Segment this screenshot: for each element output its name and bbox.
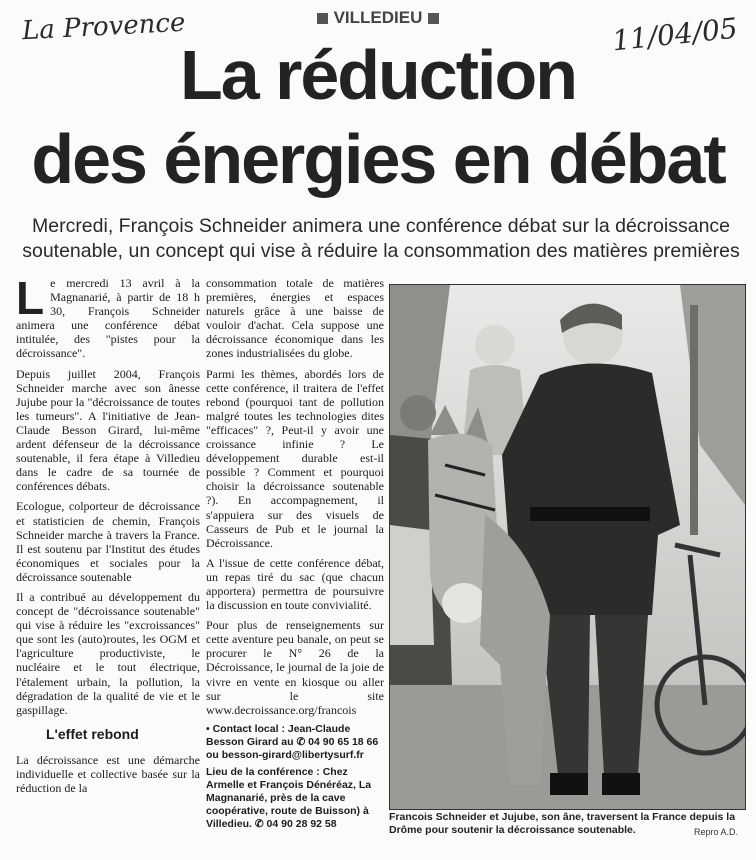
article-paragraph: Il a contribué au développement du concept de "décroissance soutenable" qui vise à réduire les "excroissances" que sont les (auto)routes, les OGM et l'agriculture productiviste, le nucléaire et le tout électrique, l'étalement urbain, la pollution, la dégradation de la qualité de vie et le gaspillage. bbox=[16, 589, 200, 717]
paragraph-text: e mercredi 13 avril à la Magnanarié, à partir de 18 h 30, François Schneider animera une conférence débat intitulée, des "pistes pour la décroissance". bbox=[16, 276, 200, 361]
article-paragraph: Pour plus de renseignements sur cette aventure peu banale, on peut se procurer le N° 26 de la Décroissance, le journal de la joie de vivre en vente en kiosque ou aller sur le site www.decroissance.org/francois bbox=[206, 618, 384, 717]
drop-cap: L bbox=[16, 272, 45, 324]
article-paragraph: La décroissance est une démarche individuelle et collective basée sur la réduction de la bbox=[16, 752, 200, 796]
article-paragraph: Ecologue, colporteur de décroissance et statisticien de chemin, François Schneider marche à travers la France. Il est soutenu par l'Institut des études économiques et sociales pour la décroissance soutenable bbox=[16, 499, 200, 584]
rubric-label: VILLEDIEU bbox=[333, 8, 423, 27]
article-paragraph: A l'issue de cette conférence débat, un repas tiré du sac (que chacun apportera) permettra de poursuivre la discussion en toute convivialité. bbox=[206, 555, 384, 613]
rubric-square-icon bbox=[317, 13, 328, 24]
section-rubric bbox=[0, 8, 756, 28]
handwritten-source-note: La Provence bbox=[21, 7, 187, 47]
photo-credit: Repro A.D. bbox=[693, 827, 738, 837]
article-column-1 bbox=[16, 272, 200, 801]
headline-line-1: La réduction bbox=[179, 36, 577, 114]
article-paragraph: Depuis juillet 2004, François Schneider marche avec son ânesse Jujube pour la "décroissance de toutes les tumeurs". A l'initiative de Jean-Claude Besson Girard, lui-même ardent défenseur de la décroissance soutenable, il fera étape à Villedieu dans le cadre de sa tournée de conférences débats. bbox=[16, 366, 200, 494]
article-subhead: L'effet rebond bbox=[46, 725, 139, 742]
article-paragraph: Parmi les thèmes, abordés lors de cette conférence, il traitera de l'effet rebond (pourquoi tant de pollution malgré toutes les technologies dites "efficaces" ?, Peut-il y avoir une croissance infinie ? Le développement durable est-il possible ? Comment et pourquoi choisir la décroissance soutenable ?). En accompagnement, il s'appuiera sur des visuels de Casseurs de Pub et le journal la Décroissance. bbox=[206, 366, 384, 550]
headline-line-2: des énergies en débat bbox=[31, 120, 725, 198]
photo-illustration bbox=[390, 285, 745, 809]
photo-caption: Francois Schneider et Jujube, son âne, traversent la France depuis la Drôme pour soutenir la décroissance soutenable. bbox=[389, 811, 736, 836]
article-paragraph: consommation totale de matières premières, énergies et espaces naturels grâce à une baisse de vouloir d'achat. Cela suppose une décroissance économique dans les zones industrialisées du globe. bbox=[206, 276, 384, 361]
venue-info: Lieu de la conférence : Chez Armelle et François Dénéréaz, La Magnanarié, près de la cave coopérative, route de Buisson) à Villedieu. ✆ 04 90 28 92 58 bbox=[206, 765, 372, 830]
article-lede: Mercredi, François Schneider animera une conférence débat sur la décroissance soutenable, un concept qui vise à réduire la consommation des matières premières bbox=[22, 215, 740, 262]
article-column-2 bbox=[206, 276, 384, 835]
rubric-square-icon bbox=[428, 13, 439, 24]
handwritten-date-note: 11/04/05 bbox=[610, 11, 740, 58]
article-photo bbox=[389, 284, 746, 810]
contact-info: • Contact local : Jean-Claude Besson Girard au ✆ 04 90 65 18 66 ou besson-girard@libertysurf.fr bbox=[206, 722, 379, 761]
article-paragraph bbox=[16, 272, 200, 361]
